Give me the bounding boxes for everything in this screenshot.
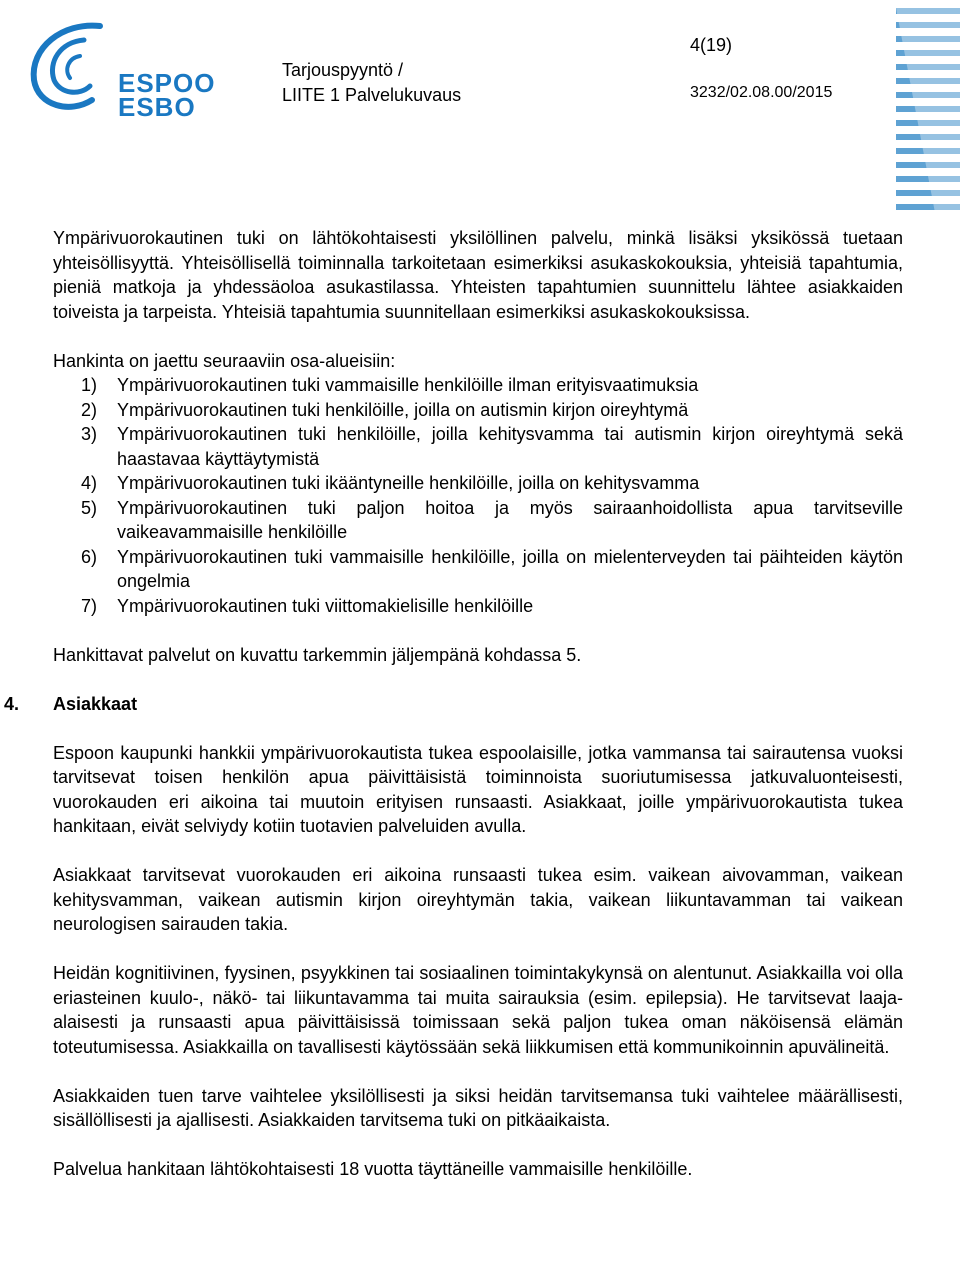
paragraph-clients-overview: Espoon kaupunki hankkii ympärivuorokautista tukea espoolaisille, jotka vammansa tai sairautensa vuoksi tarvitsevat toisen henkilön apua päivittäisistä toiminnoista suoriutumisessa jatkuvaluonteisesti, vuorokauden eri aikoina tai muutoin erityisen runsaasti. Asiakkaat, joille ympärivuorokautista tukea hankitaan, eivät selviydy kotiin tuotavien palveluiden avulla.: [53, 742, 903, 836]
decorative-stripes-icon: [896, 8, 960, 218]
list-item: 3) Ympärivuorokautinen tuki henkilöille, joilla kehitysvamma tai autismin kirjon oireyhtymä sekä haastavaa käyttäytymistä: [81, 424, 903, 469]
document-title-line-2: LIITE 1 Palvelukuvaus: [282, 85, 462, 105]
section-number: 4.: [4, 693, 20, 714]
document-body: [4, 226, 903, 1182]
list-item: 4) Ympärivuorokautinen tuki ikääntyneille henkilöille, joilla on kehitysvamma: [81, 473, 700, 493]
document-reference: 3232/02.08.00/2015: [690, 84, 833, 101]
paragraph-clients-needs: Asiakkaat tarvitsevat vuorokauden eri aikoina runsaasti tukea esim. vaikean aivovamman, vaikean kehitysvamman, vaikean autismin kirjon oireyhtymän takia, vaikean liikuntavamman tai vaikean neurologisen sairauden takia.: [53, 865, 903, 934]
espoo-logo: [22, 18, 216, 122]
list-item: 7) Ympärivuorokautinen tuki viittomakielisille henkilöille: [81, 595, 534, 616]
list-item: 5) Ympärivuorokautinen tuki paljon hoitoa ja myös sairaanhoidollista apua tarvitseville vaikeavammaisille henkilöille: [81, 497, 903, 542]
document-title-line-1: Tarjouspyyntö /: [282, 60, 404, 80]
paragraph-clients-capacity: Heidän kognitiivinen, fyysinen, psyykkinen tai sosiaalinen toimintakykynsä on alentunut. Asiakkailla voi olla eriasteinen kuulo-, näkö- tai liikuntavamma tai muita sairauksia (esim. epilepsia). He tarvitsevat laaja-alaisesti ja runsaasti apua päivittäisissä toimissaan sekä paljon tukea oman näköisensä elämän toteutumisessa. Asiakkailla on tavallisesti käytössään sekä liikkumisen että kommunikoinnin apuvälineitä.: [53, 963, 903, 1057]
paragraph-support-variation: Asiakkaiden tuen tarve vaihtelee yksilöllisesti ja siksi heidän tarvitsemansa tuki vaihtelee määrällisesti, sisällöllisesti ja ajallisesti. Asiakkaiden tarvitsema tuki on pitkäaikaista.: [53, 1085, 903, 1130]
logo-text-espoo: ESPOO: [118, 68, 216, 98]
list-item: 6) Ympärivuorokautinen tuki vammaisille henkilöille, joilla on mielenterveyden tai päihteiden käytön ongelmia: [81, 546, 903, 591]
document-title: [282, 58, 461, 108]
section-heading: [4, 692, 903, 717]
logo-text-esbo: ESBO: [118, 92, 196, 122]
paragraph-age-limit: Palvelua hankitaan lähtökohtaisesti 18 vuotta täyttäneille vammaisille henkilöille.: [53, 1159, 693, 1179]
paragraph-community: Ympärivuorokautinen tuki on lähtökohtaisesti yksilöllinen palvelu, minkä lisäksi yksikössä tuetaan yhteisöllisyyttä. Yhteisöllisellä toiminnalla tarkoitetaan esimerkiksi asukaskokouksia, yhteisiä tapahtumia, pieniä matkoja ja yhdessäoloa asukastilassa. Yhteisten tapahtumien suunnittelu lähtee asiakkaiden toiveista ja tarpeista. Yhteisiä tapahtumia suunnitellaan esimerkiksi asukaskokouksissa.: [53, 228, 903, 322]
page-number: 4(19): [690, 35, 733, 55]
section-title: Asiakkaat: [53, 693, 138, 714]
paragraph-services-reference: Hankittavat palvelut on kuvattu tarkemmin jäljempänä kohdassa 5.: [53, 644, 582, 665]
list-item: 1) Ympärivuorokautinen tuki vammaisille henkilöille ilman erityisvaatimuksia: [81, 375, 699, 395]
espoo-logo-swirl-icon: [22, 18, 132, 118]
paragraph-procurement-intro: Hankinta on jaettu seuraaviin osa-alueisiin:: [53, 350, 396, 371]
list-item: 2) Ympärivuorokautinen tuki henkilöille, joilla on autismin kirjon oireyhtymä: [81, 399, 689, 420]
procurement-areas-list: [53, 373, 903, 618]
